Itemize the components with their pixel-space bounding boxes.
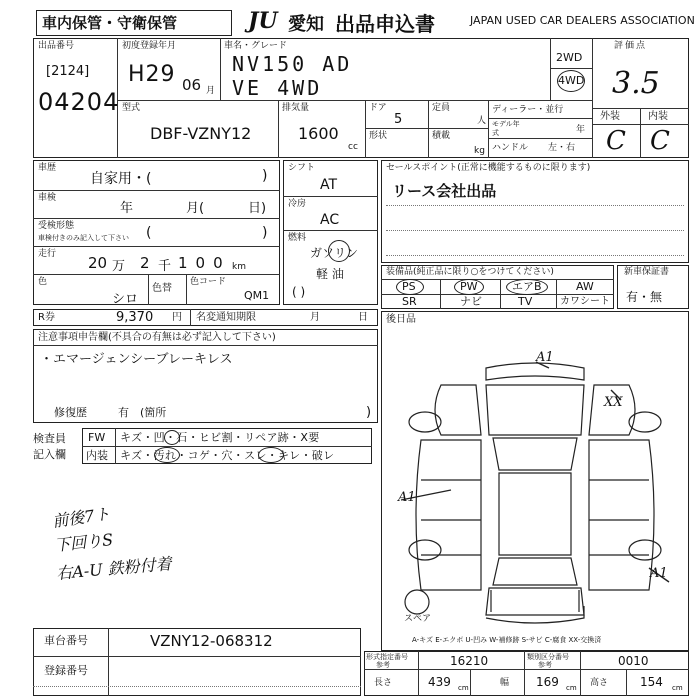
vehicle-name-line1: NV150 AD xyxy=(232,52,353,76)
fuel-label: 燃料 xyxy=(288,233,307,243)
notes-header: 注意事項申告欄(不具合の有無は必ず記入して下さい) xyxy=(38,332,276,343)
wheel-rear-right xyxy=(629,540,661,560)
right-side-body xyxy=(589,440,654,590)
inspector-in-text: キズ・汚れ・コゲ・穴・スレ・キレ・破レ xyxy=(120,449,335,462)
ju-logo: JU xyxy=(248,8,278,34)
inspector-fw-label: FW xyxy=(88,431,106,444)
registration-label: 初度登録年月 xyxy=(122,41,177,51)
notice-month: 月 xyxy=(310,312,320,323)
fw-circle xyxy=(164,430,180,445)
cert-sub: 参考 xyxy=(376,661,390,669)
height-unit: cm xyxy=(672,684,683,692)
exterior-grade: C xyxy=(606,126,626,156)
length-value: 439 xyxy=(428,675,451,689)
model-year-label: モデル年式 xyxy=(492,120,520,137)
mileage-rest: 100 xyxy=(178,254,231,272)
chassis-label: 車台番号 xyxy=(44,634,88,647)
equip-ps: PS xyxy=(402,280,416,293)
mileage-unit: km xyxy=(232,262,246,272)
wheel-rear-left xyxy=(409,540,441,560)
repair-value: 有 xyxy=(118,406,129,419)
left-side-body xyxy=(416,440,481,590)
notice-day: 日 xyxy=(358,312,368,323)
interior-label: 内装 xyxy=(648,111,668,122)
registration-year: H29 xyxy=(128,62,176,87)
equip-airbag-circle xyxy=(506,279,548,295)
drive-4wd: 4WD xyxy=(558,74,585,87)
color-label: 色 xyxy=(38,277,48,287)
hood xyxy=(486,385,584,435)
warranty-value: 有・無 xyxy=(626,290,663,304)
shift-label: シフト xyxy=(288,163,316,173)
sales-point-value: リース会社出品 xyxy=(392,182,497,200)
recycle-unit: 円 xyxy=(172,312,182,323)
displacement-value: 1600 xyxy=(298,124,339,143)
rear-window xyxy=(493,558,577,585)
equip-tv: TV xyxy=(518,295,533,308)
color-change-label: 色替 xyxy=(152,283,172,294)
model-label: 型式 xyxy=(122,103,141,113)
repair-label: 修復歴 xyxy=(54,406,87,419)
inspector-label1: 検査員 xyxy=(33,432,66,445)
shape-label: 形状 xyxy=(369,131,388,141)
color-code-label: 色コード xyxy=(190,277,227,287)
left-fender-front xyxy=(435,385,481,435)
fuel-line3: ( ) xyxy=(292,285,306,299)
sales-point-frame xyxy=(381,160,689,263)
association-name: JAPAN USED CAR DEALERS ASSOCIATION xyxy=(470,14,695,27)
in-circle-2 xyxy=(258,447,284,463)
equip-sr: SR xyxy=(402,295,417,308)
mileage-label: 走行 xyxy=(38,249,57,259)
top-info-frame xyxy=(33,38,689,158)
inspector-in-label: 内装 xyxy=(86,449,108,462)
handwritten-line3: 右A-U 鉄粉付着 xyxy=(55,553,173,583)
fuel-circle xyxy=(328,240,350,262)
class-label: 類別区分番号 xyxy=(527,653,569,661)
equip-seat: カワシート xyxy=(560,296,610,307)
rear-label: 後日品 xyxy=(386,314,416,325)
handwritten-line1: 前後7ト xyxy=(51,504,112,531)
capacity-unit: 人 xyxy=(477,116,487,126)
mileage-sen-unit: 千 xyxy=(158,259,172,274)
accept-label: 受検形態 xyxy=(38,221,75,231)
accept-close: ) xyxy=(262,225,268,241)
model-code: DBF-VZNY12 xyxy=(150,124,252,143)
grade-score: 3.5 xyxy=(612,66,660,101)
in-circle-1 xyxy=(154,447,180,463)
color-code: QM1 xyxy=(244,289,270,302)
plate-label: 登録番号 xyxy=(44,664,88,677)
form-title: 出品申込書 xyxy=(335,12,435,36)
lot-label: 出品番号 xyxy=(38,41,75,51)
equip-navi: ナビ xyxy=(460,295,482,308)
front-bumper xyxy=(486,363,584,380)
right-fender-front xyxy=(589,385,635,435)
recycle-label: R券 xyxy=(38,312,55,323)
shift-value: AT xyxy=(320,177,338,193)
equip-aw: AW xyxy=(576,280,594,293)
length-label: 長さ xyxy=(374,678,393,688)
inspection-month: 月( xyxy=(186,201,205,216)
displacement-label: 排気量 xyxy=(282,103,310,113)
history-label: 車歴 xyxy=(38,163,57,173)
mileage-man-unit: 万 xyxy=(112,259,126,274)
class-sub: 参考 xyxy=(538,661,552,669)
height-label: 高さ xyxy=(590,678,609,688)
fuel-line1: ガソリン xyxy=(310,246,359,260)
mileage-man: 20 xyxy=(88,254,108,272)
fuel-line2: 軽 油 xyxy=(316,267,344,281)
handle-label: ハンドル xyxy=(492,143,529,153)
warranty-label: 新車保証書 xyxy=(624,267,670,277)
registration-month-unit: 月 xyxy=(206,86,216,96)
load-label: 積載 xyxy=(432,131,451,141)
ac-value: AC xyxy=(320,212,340,228)
length-unit: cm xyxy=(458,684,469,692)
model-year-unit: 年 xyxy=(576,125,586,135)
diagram-mark-left: A1 xyxy=(398,490,416,505)
capacity-label: 定員 xyxy=(432,103,451,113)
displacement-unit: cc xyxy=(348,142,358,152)
equip-pw: PW xyxy=(460,280,478,293)
grade-label: 評価点 xyxy=(614,41,648,51)
inspection-label: 車検 xyxy=(38,193,57,203)
cert-label: 形式指定番号 xyxy=(366,653,408,661)
doors-label: ドア xyxy=(369,103,387,113)
equip-pw-circle xyxy=(454,279,484,295)
windshield xyxy=(493,438,577,470)
color-value: シロ xyxy=(112,292,139,307)
lot-sub-number: [2124] xyxy=(46,64,90,79)
width-value: 169 xyxy=(536,675,559,689)
inspection-day: 日) xyxy=(248,201,267,216)
diagram-mark-right-top: XX xyxy=(604,395,623,410)
logo-text: 愛知 xyxy=(288,14,324,35)
sales-point-label: セールスポイント(正常に機能するものに限ります) xyxy=(386,163,591,173)
repair-place: (箇所 xyxy=(140,406,167,419)
inspector-fw-text: キズ・凹・石・ヒビ割・リペア跡・X要 xyxy=(120,431,320,444)
storage-title: 車内保管・守衛保管 xyxy=(42,14,178,32)
dealer-label: ディーラー・並行 xyxy=(492,105,564,115)
recycle-value: 9,370 xyxy=(116,310,154,325)
roof xyxy=(499,473,571,555)
mileage-sen: 2 xyxy=(140,254,150,272)
notice-label: 名変通知期限 xyxy=(196,312,256,323)
history-close: ) xyxy=(262,168,268,184)
inspector-label2: 記入欄 xyxy=(33,448,66,461)
width-label: 幅 xyxy=(500,678,510,688)
drive-2wd: 2WD xyxy=(556,51,583,64)
accept-sub: 車検付きのみ記入して下さい xyxy=(38,234,129,242)
registration-month: 06 xyxy=(182,76,202,94)
damage-legend: A-キズ E-エクボ U-凹み W-補修跡 S-サビ C-腐食 XX-交換済 xyxy=(412,636,602,644)
equipment-label: 装備品(純正品に限り○をつけてください) xyxy=(386,267,554,277)
history-value: 自家用・( xyxy=(90,171,152,187)
exterior-label: 外装 xyxy=(600,111,620,122)
handwritten-line2: 下回りS xyxy=(53,529,114,556)
equip-ps-circle xyxy=(396,279,424,295)
chassis-value: VZNY12-068312 xyxy=(150,632,273,650)
repair-close: ) xyxy=(366,405,372,420)
lot-number: 04204 xyxy=(38,88,120,116)
car-damage-diagram xyxy=(381,340,689,640)
height-value: 154 xyxy=(640,675,663,689)
inspection-year: 年 xyxy=(120,201,134,216)
accept-open: ( xyxy=(146,225,152,241)
rear-hatch xyxy=(486,588,584,615)
interior-grade: C xyxy=(650,126,670,156)
cert-value: 16210 xyxy=(450,654,489,668)
doors-value: 5 xyxy=(394,112,403,127)
vehicle-name-line2: VE 4WD xyxy=(232,76,323,100)
ac-label: 冷房 xyxy=(288,199,307,209)
diagram-mark-right-bottom: A1 xyxy=(650,566,668,581)
spare-label: スペア xyxy=(404,614,432,624)
notes-item: ・エマージェンシーブレーキレス xyxy=(40,352,233,367)
width-unit: cm xyxy=(566,684,577,692)
equip-airbag: エアB xyxy=(512,280,542,293)
class-value: 0010 xyxy=(618,654,649,668)
handle-value: 左・右 xyxy=(548,143,576,153)
spare-wheel xyxy=(405,590,429,614)
load-unit: kg xyxy=(474,146,485,156)
diagram-mark-top: A1 xyxy=(536,350,554,365)
vehicle-name-label: 車名・グレード xyxy=(224,41,288,51)
